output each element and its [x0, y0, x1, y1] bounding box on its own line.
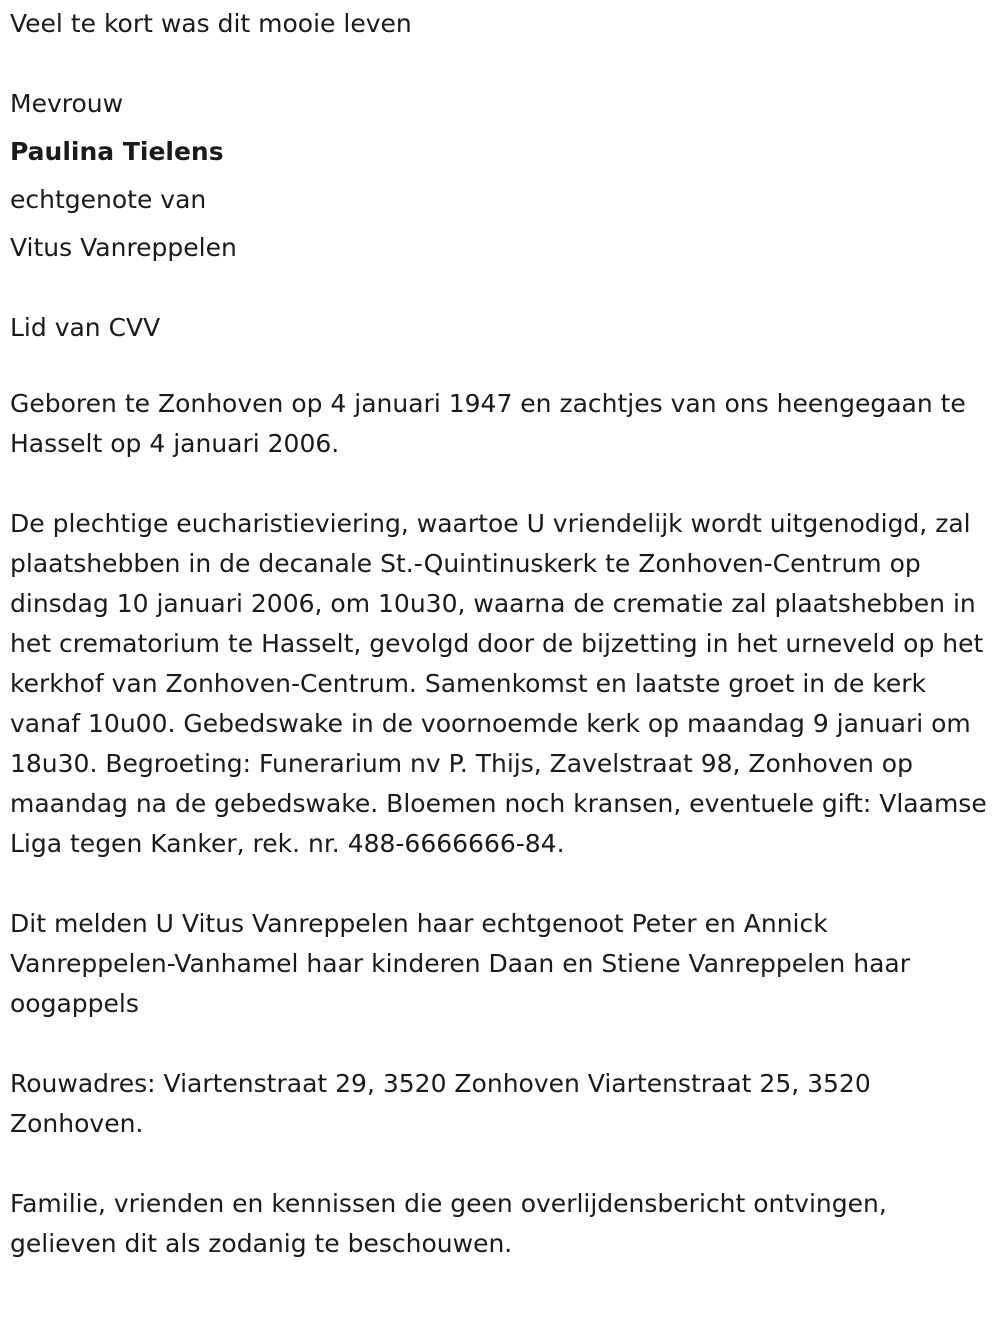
deceased-name: Paulina Tielens [10, 137, 224, 166]
mourning-address: Rouwadres: Viartenstraat 29, 3520 Zonhoven Viartenstraat 25, 3520 Zonhoven. [10, 1069, 871, 1138]
salutation: Mevrouw [10, 89, 124, 118]
birth-death-paragraph: Geboren te Zonhoven op 4 januari 1947 en zachtjes van ons heengegaan te Hasselt op 4 januari 2006. [10, 389, 966, 458]
obituary-text [10, 0, 995, 1264]
membership: Lid van CVV [10, 313, 161, 342]
motto: Veel te kort was dit mooie leven [10, 9, 412, 38]
announcers-paragraph: Dit melden U Vitus Vanreppelen haar echtgenoot Peter en Annick Vanreppelen-Vanhamel haar kinderen Daan en Stiene Vanreppelen haar oogappels [10, 909, 910, 1018]
ceremony-paragraph: De plechtige eucharistieviering, waartoe U vriendelijk wordt uitgenodigd, zal plaatshebben in de decanale St.-Quintinuskerk te Zonhoven-Centrum op dinsdag 10 januari 2006, om 10u30, waarna de crematie zal plaatshebben in het crematorium te Hasselt, gevolgd door de bijzetting in het urneveld op het kerkhof van Zonhoven-Centrum. Samenkomst en laatste groet in de kerk vanaf 10u00. Gebedswake in de voornoemde kerk op maandag 9 januari om 18u30. Begroeting: Funerarium nv P. Thijs, Zavelstraat 98, Zonhoven op maandag na de gebedswake. Bloemen noch kransen, eventuele gift: Vlaamse Liga tegen Kanker, rek. nr. 488-6666666-84. [10, 509, 987, 858]
relation: echtgenote van [10, 185, 207, 214]
closing-paragraph: Familie, vrienden en kennissen die geen overlijdensbericht ontvingen, gelieven dit als zodanig te beschouwen. [10, 1189, 887, 1258]
spouse-name: Vitus Vanreppelen [10, 233, 237, 262]
